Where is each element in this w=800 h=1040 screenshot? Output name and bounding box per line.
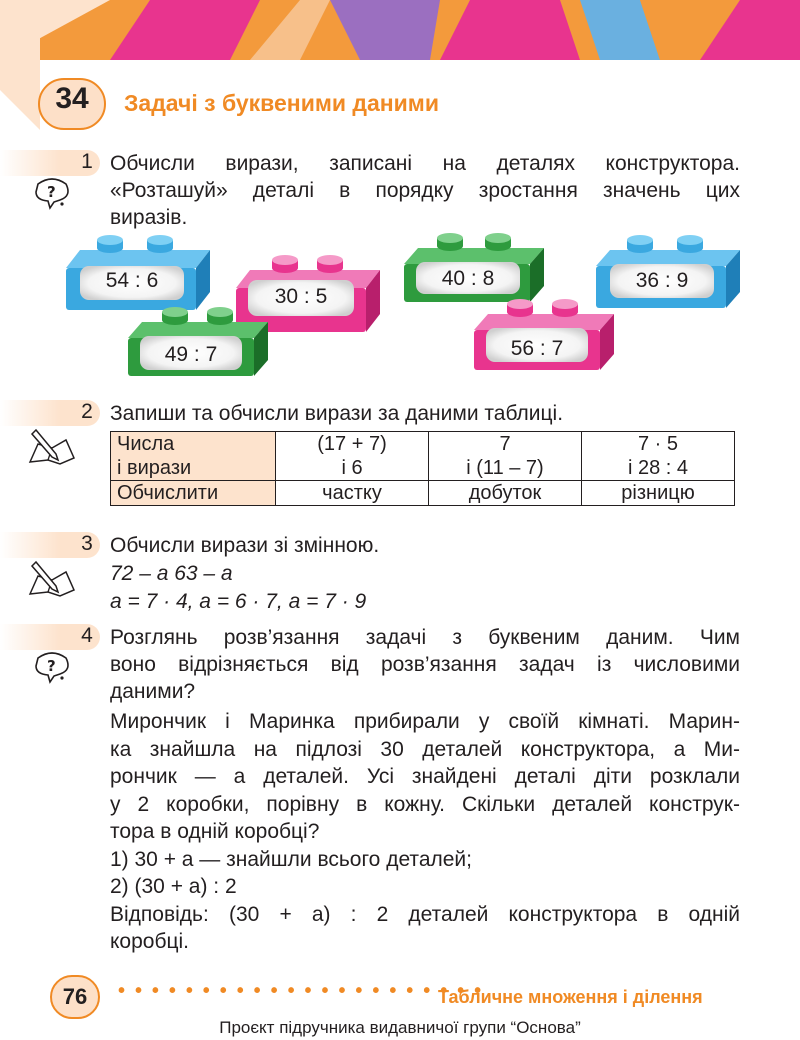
svg-text:?: ? [47, 183, 56, 201]
block-label: 56 : 7 [510, 337, 564, 360]
table-header: Обчислити [111, 481, 276, 506]
table-header: Числа і вирази [111, 432, 276, 481]
task-2-text: Запиши та обчисли вирази за даними таблиці. [110, 402, 564, 425]
task-number: 4 [81, 624, 93, 647]
question-icon [32, 650, 72, 684]
svg-text:?: ? [47, 657, 56, 675]
pencil-notebook-icon [26, 426, 78, 466]
block-label: 36 : 9 [635, 269, 689, 292]
task-number: 2 [81, 400, 93, 423]
table-cell: різницю [582, 481, 735, 506]
pencil-notebook-icon [26, 558, 78, 598]
task-number: 3 [81, 532, 93, 555]
solution-step: 2) (30 + a) : 2 [110, 875, 237, 898]
block-label: 54 : 6 [105, 269, 159, 292]
section-title: Табличне множення і ділення [438, 987, 703, 1007]
construction-blocks [0, 230, 800, 380]
question-icon [32, 176, 72, 210]
table-cell: 7 і (11 – 7) [429, 432, 582, 481]
block-label: 30 : 5 [274, 285, 328, 308]
table-row [111, 432, 735, 481]
table-row [111, 481, 735, 506]
task-number: 1 [81, 150, 93, 173]
table-cell: добуток [429, 481, 582, 506]
solution-step: 1) 30 + a — знайшли всього деталей; [110, 847, 472, 871]
header-banner [0, 0, 800, 60]
answer-line: коробці. [110, 930, 190, 953]
block-label: 40 : 8 [441, 267, 495, 290]
problem-text: Мирончик і Маринка прибирали у своїй кімнаті. Марин- ка знайшла на підлозі 30 деталей конструктора, а Ми- рончик — a деталей. Усі знайдені деталі діти розклали у 2 коробки, порівну в кожну. Скільки деталей конструк- тора в одній коробці? 1) 30 + a — знайшли всього деталей; 2) (30 + a) : 2 Відповідь: (30 + a) : 2 деталей конструктора в одній коробці. [110, 708, 740, 956]
page-number: 76 [62, 984, 88, 1009]
dotted-leader: • • • • • • • • • • • • • • • • • • • • • • [118, 980, 484, 1002]
publisher-note: Проєкт підручника видавничої групи “Основа” [219, 1018, 581, 1037]
task-1-text: Обчисли вирази, записані на деталях конструктора. «Розташуй» деталі в порядку зростання значень цих виразів. [110, 152, 740, 229]
lesson-title: Задачі з буквеними даними [124, 90, 439, 116]
task-4-text: Розглянь розв’язання задачі з буквеним даним. Чим воно відрізняється від розв’язання задач із числовими даними? [110, 626, 740, 703]
answer-line: Відповідь: (30 + a) : 2 деталей конструктора в одній [110, 902, 740, 926]
table-cell: частку [276, 481, 429, 506]
table-cell: 7 · 5 і 28 : 4 [582, 432, 735, 481]
data-table [110, 431, 735, 506]
lesson-number: 34 [55, 82, 89, 115]
block-label: 49 : 7 [164, 343, 218, 366]
task-3-text: Обчисли вирази зі змінною. 72 – a 63 – a a = 7 · 4, a = 6 · 7, a = 7 · 9 [110, 534, 380, 613]
table-cell: (17 + 7) і 6 [276, 432, 429, 481]
